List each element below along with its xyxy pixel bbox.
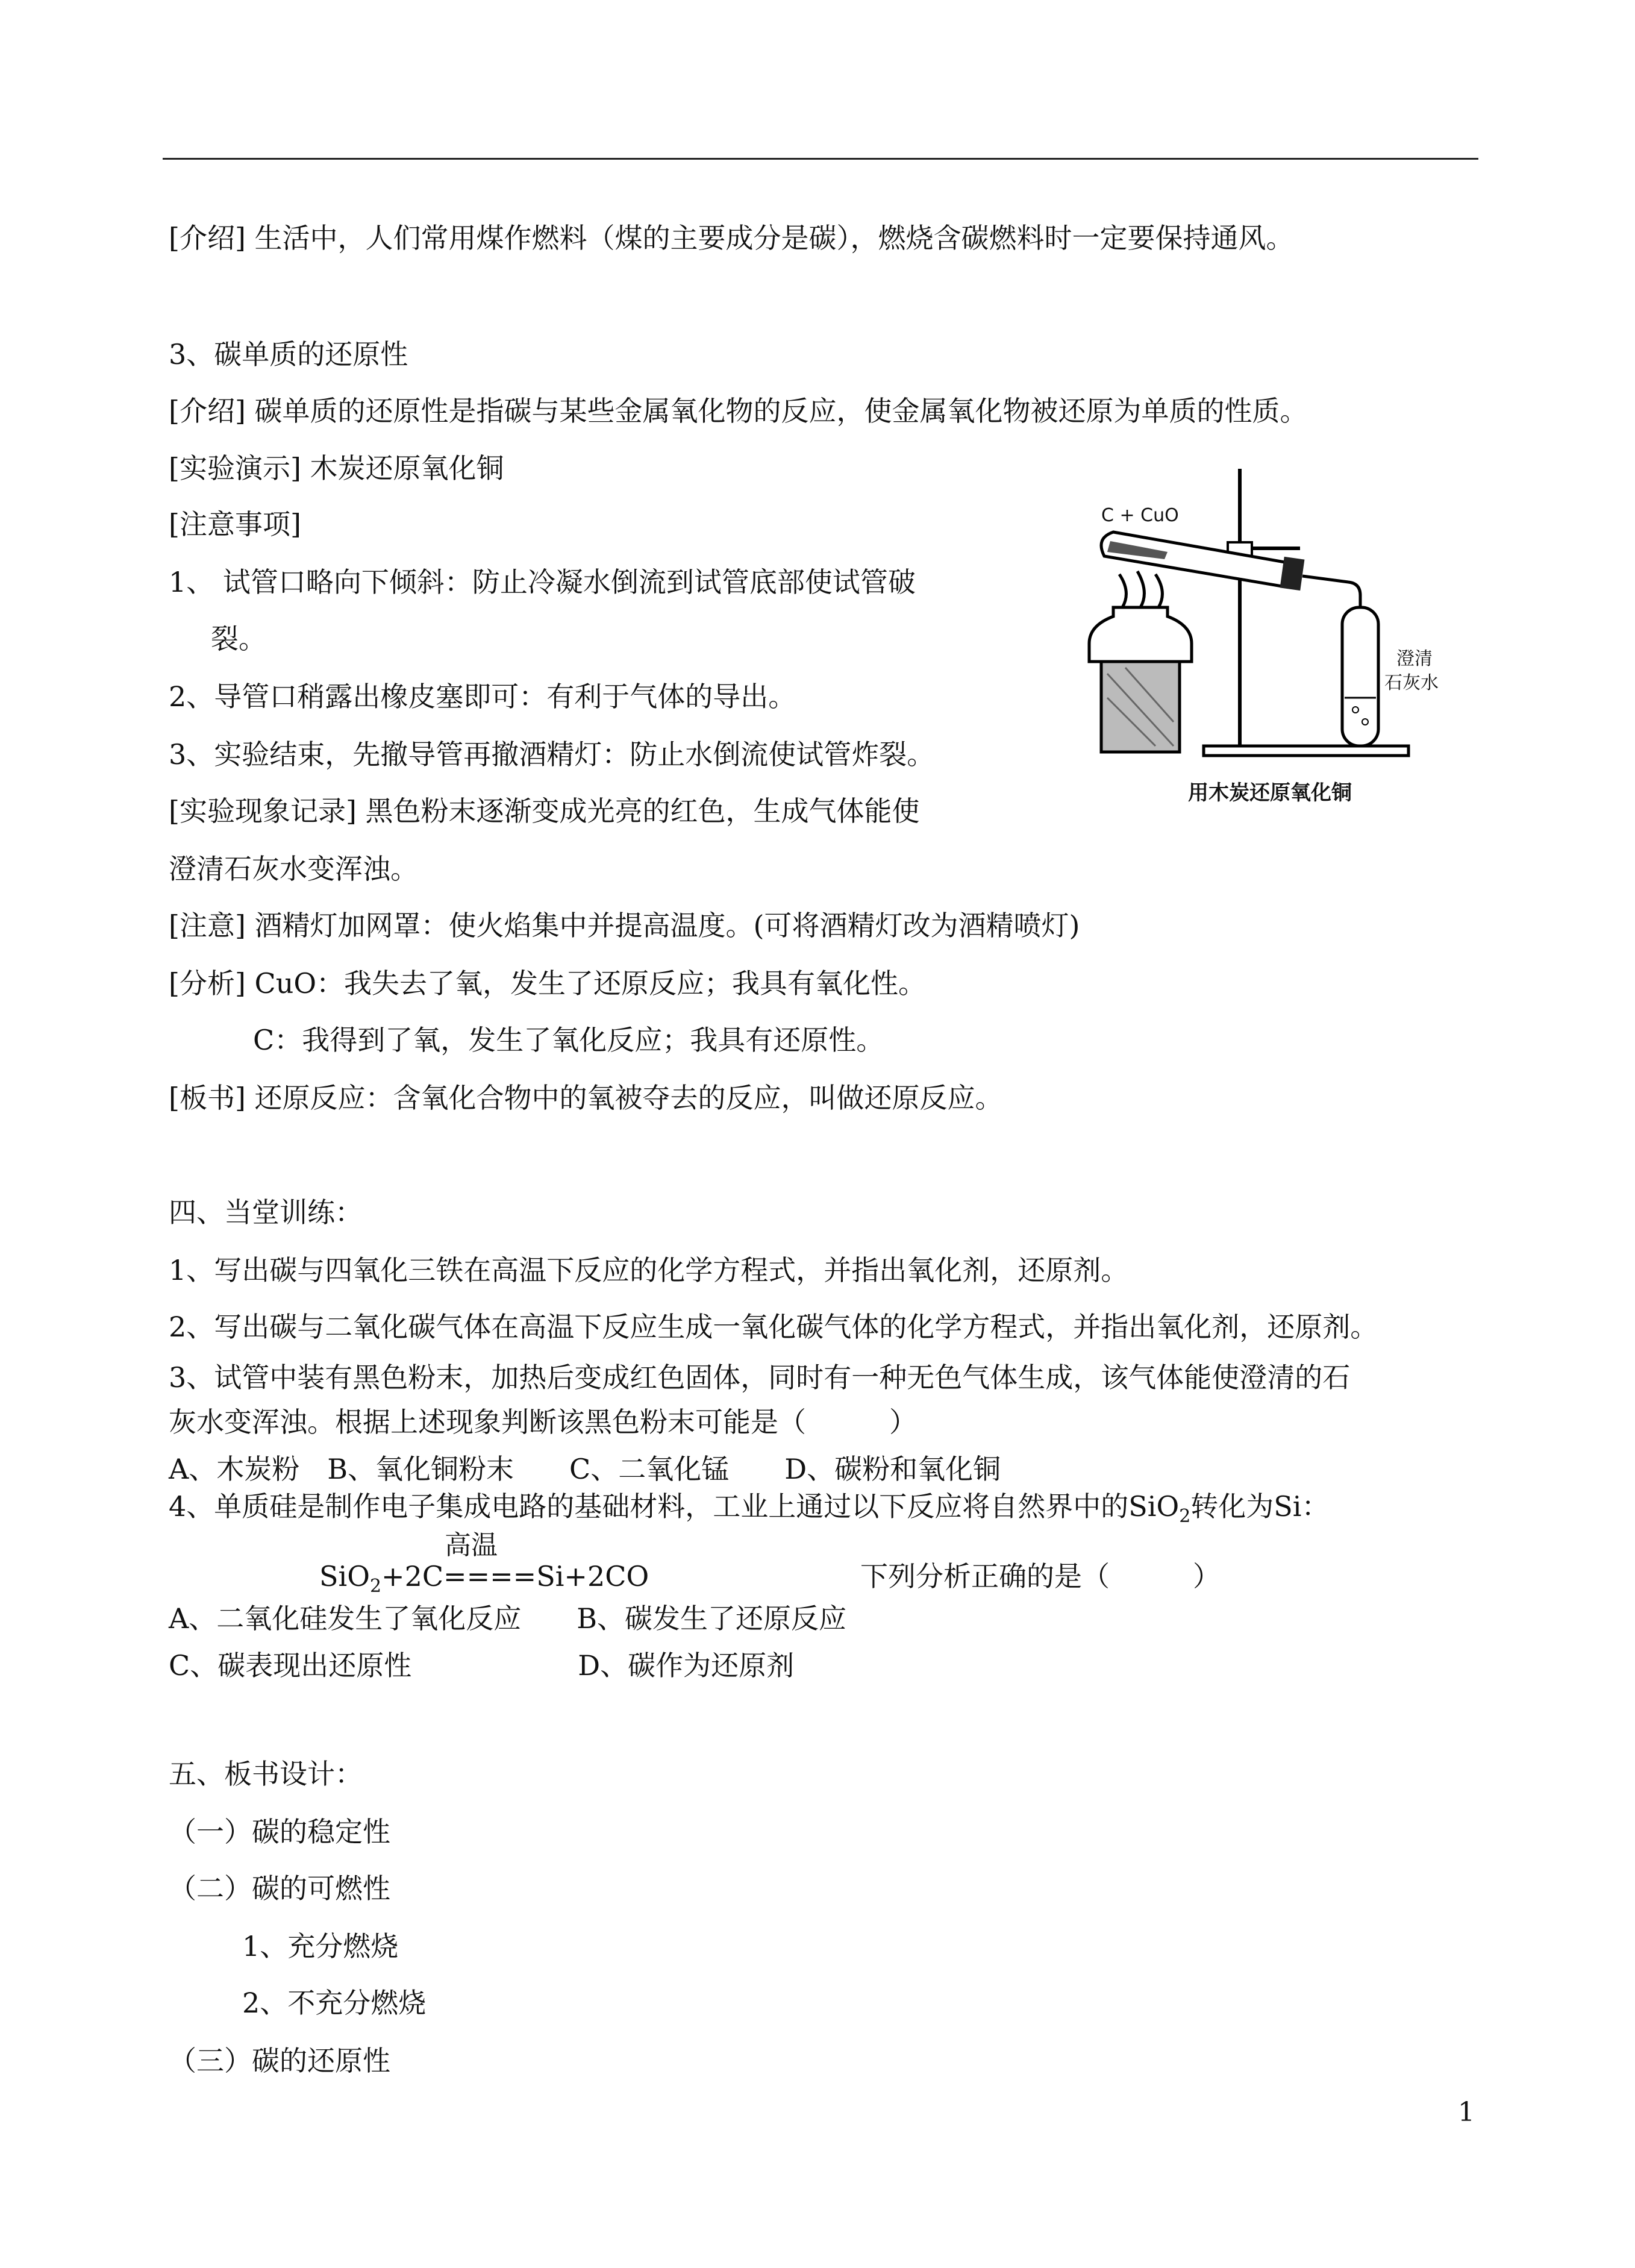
header-rule <box>163 158 1478 160</box>
exercise-item: 3、试管中装有黑色粉末，加热后变成红色固体，同时有一种无色气体生成，该气体能使澄清的石 <box>169 1361 1351 1394</box>
board-text: [板书] 还原反应：含氧化合物中的氧被夺去的反应，叫做还原反应。 <box>169 1082 1003 1114</box>
note-item: 3、实验结束，先撤导管再撤酒精灯：防止水倒流使试管炸裂。 <box>169 738 935 771</box>
caution-text: [注意] 酒精灯加网罩：使火焰集中并提高温度。(可将酒精灯改为酒精喷灯) <box>169 909 1080 942</box>
alcohol-burner <box>1089 607 1192 662</box>
note-item: 2、导管口稍露出橡皮塞即可：有利于气体的导出。 <box>169 680 796 713</box>
subscript: 2 <box>369 1576 382 1597</box>
exercise-text: 转化为Si： <box>1190 1490 1330 1523</box>
note-item-continued: 裂。 <box>211 622 266 655</box>
page-number: 1 <box>1458 2097 1475 2128</box>
section-heading: 3、碳单质的还原性 <box>169 338 408 371</box>
intro-text: [介绍] 碳单质的还原性是指碳与某些金属氧化物的反应，使金属氧化物被还原为单质的性质。 <box>169 395 1308 427</box>
equation-part: +2C====Si+2CO <box>381 1560 649 1593</box>
note-item: 1、 试管口略向下倾斜：防止冷凝水倒流到试管底部使试管破 <box>169 566 916 598</box>
exercise-question: 下列分析正确的是（ ） <box>860 1560 1221 1593</box>
section-heading: 四、当堂训练： <box>169 1196 363 1229</box>
observation-text: 澄清石灰水变浑浊。 <box>169 853 418 885</box>
test-tube <box>1101 532 1285 586</box>
flame-gauze <box>1119 571 1162 607</box>
rubber-stopper <box>1280 557 1305 590</box>
figure-caption: 用木炭还原氧化铜 <box>1188 781 1352 805</box>
answer-options: C、碳表现出还原性 D、碳作为还原剂 <box>169 1649 795 1682</box>
exercise-item: 2、写出碳与二氧化碳气体在高温下反应生成一氧化碳气体的化学方程式，并指出氧化剂，还原剂。 <box>169 1311 1378 1343</box>
tube-label: C + CuO <box>1101 505 1179 526</box>
observation-text: [实验现象记录] 黑色粉末逐渐变成光亮的红色，生成气体能使 <box>169 795 920 827</box>
intro-text: [介绍] 生活中，人们常用煤作燃料（煤的主要成分是碳），燃烧含碳燃料时一定要保持通风。 <box>169 222 1294 254</box>
stand-base <box>1204 746 1408 756</box>
outline-item: （二）碳的可燃性 <box>169 1872 390 1905</box>
answer-options: A、二氧化硅发生了氧化反应 B、碳发生了还原反应 <box>169 1602 847 1635</box>
notes-heading: [注意事项] <box>169 508 301 540</box>
analysis-text: C：我得到了氧，发生了氧化反应；我具有还原性。 <box>253 1024 884 1056</box>
section-heading: 五、板书设计： <box>169 1758 363 1790</box>
beaker-label: 石灰水 <box>1384 672 1439 694</box>
outline-subitem: 1、充分燃烧 <box>242 1930 399 1963</box>
beaker-label: 澄清 <box>1396 648 1433 669</box>
exercise-text: 4、单质硅是制作电子集成电路的基础材料，工业上通过以下反应将自然界中的SiO <box>169 1490 1180 1523</box>
answer-options: A、木炭粉 B、氧化铜粉末 C、二氧化锰 D、碳粉和氧化铜 <box>169 1453 1001 1485</box>
outline-item: （一）碳的稳定性 <box>169 1815 390 1848</box>
limewater-tube <box>1342 607 1378 746</box>
outline-subitem: 2、不充分燃烧 <box>242 1987 427 2019</box>
apparatus-figure <box>1047 463 1476 812</box>
exercise-item: 1、写出碳与四氧化三铁在高温下反应的化学方程式，并指出氧化剂，还原剂。 <box>169 1254 1129 1286</box>
experiment-title: [实验演示] 木炭还原氧化铜 <box>169 452 504 484</box>
analysis-text: [分析] CuO：我失去了氧，发生了还原反应；我具有氧化性。 <box>169 967 927 1000</box>
outline-item: （三）碳的还原性 <box>169 2044 390 2077</box>
chemical-equation <box>319 1558 649 1605</box>
equation-part: SiO <box>319 1560 370 1593</box>
exercise-item <box>169 1488 1330 1535</box>
exercise-item: 灰水变浑浊。根据上述现象判断该黑色粉末可能是（ ） <box>169 1406 917 1438</box>
reaction-condition: 高温 <box>445 1530 498 1561</box>
subscript: 2 <box>1179 1506 1191 1527</box>
